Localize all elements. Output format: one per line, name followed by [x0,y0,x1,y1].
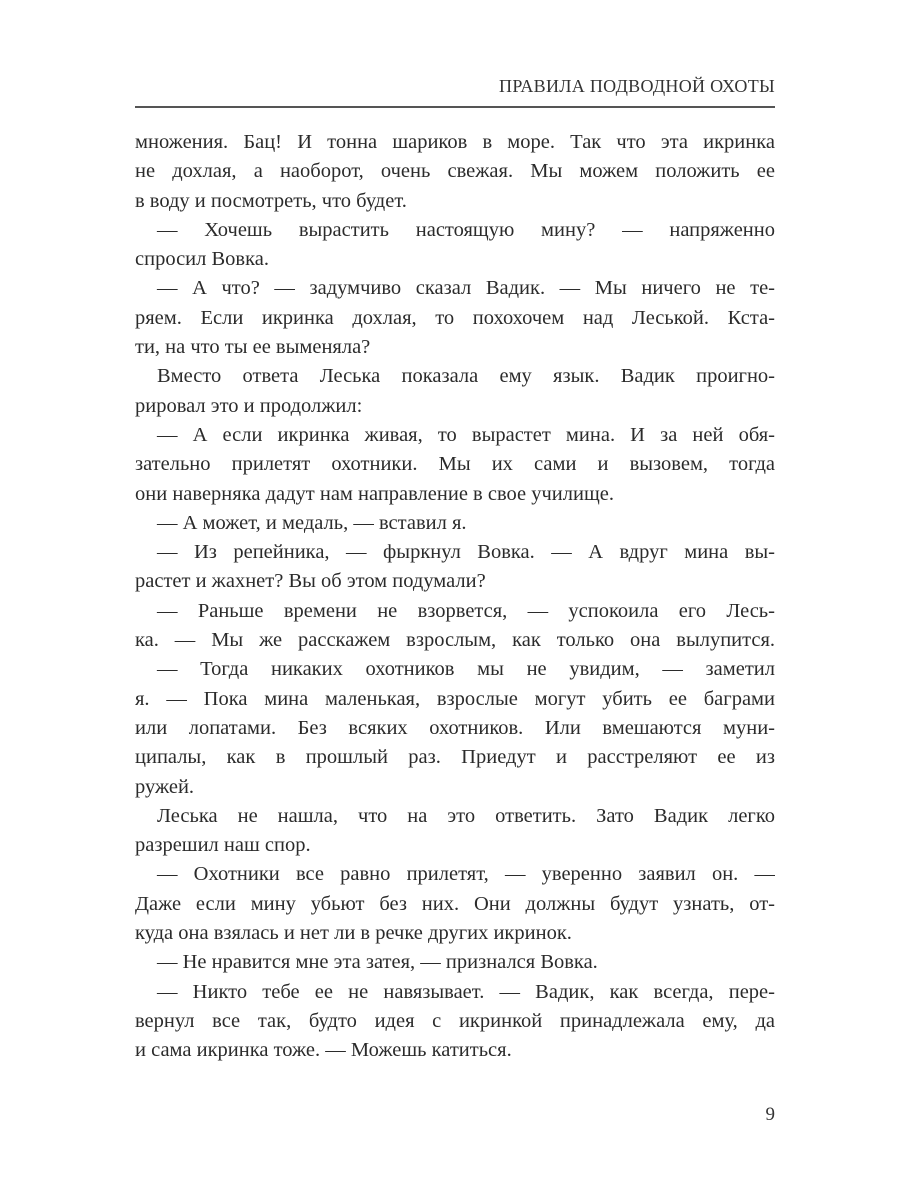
text-line: и сама икринка тоже. — Можешь катиться. [135,1039,512,1062]
text-line: — Хочешь вырастить настоящую мину? — напряженно [157,218,775,241]
text-line: растет и жахнет? Вы об этом подумали? [135,570,486,593]
text-line: вернул все так, будто идея с икринкой принадлежала ему, да [135,1009,775,1032]
text-line: — Не нравится мне эта затея, — признался Вовка. [157,951,598,974]
text-line: не дохлая, а наоборот, очень свежая. Мы можем положить ее [135,160,775,183]
text-line: я. — Пока мина маленькая, взрослые могут убить ее баграми [135,687,775,710]
text-line: рировал это и продолжил: [135,394,363,417]
text-line: — А может, и медаль, — вставил я. [157,511,467,534]
text-line: Леська не нашла, что на это ответить. Зато Вадик легко [157,804,775,827]
text-line: ти, на что ты ее выменяла? [135,336,371,359]
text-line: они наверняка дадут нам направление в свое училище. [135,482,614,505]
text-line: ряем. Если икринка дохлая, то похохочем над Леськой. Кста- [135,306,775,329]
text-line: ка. — Мы же расскажем взрослым, как только она вылупится. [135,629,775,652]
body-text [135,128,775,1066]
text-line: куда она взялась и нет ли в речке других икринок. [135,922,572,945]
text-line: — А что? — задумчиво сказал Вадик. — Мы ничего не те- [157,277,775,300]
text-line: — Никто тебе ее не навязывает. — Вадик, как всегда, пере- [157,980,775,1003]
text-line: — Раньше времени не взорвется, — успокоила его Лесь- [157,599,775,622]
text-line: ружей. [135,775,195,798]
running-head-title: ПРАВИЛА ПОДВОДНОЙ ОХОТЫ [499,76,775,96]
text-line: — Тогда никаких охотников мы не увидим, — заметил [157,658,775,681]
text-line: — Из репейника, — фыркнул Вовка. — А вдруг мина вы- [157,541,775,564]
text-line: ципалы, как в прошлый раз. Приедут и расстреляют ее из [135,746,775,769]
text-line: разрешил наш спор. [135,834,311,857]
text-line: Даже если мину убьют без них. Они должны будут узнать, от- [135,892,775,915]
text-line: в воду и посмотреть, что будет. [135,189,407,212]
text-line: — Охотники все равно прилетят, — уверенно заявил он. — [157,863,775,886]
text-line: спросил Вовка. [135,248,269,271]
text-line: Вместо ответа Леська показала ему язык. Вадик проигно- [157,365,775,388]
text-line: множения. Бац! И тонна шариков в море. Так что эта икринка [135,131,775,153]
text-line: — А если икринка живая, то вырастет мина. И за ней обя- [157,423,775,446]
text-line: зательно прилетят охотники. Мы их сами и вызовем, тогда [135,453,775,476]
header-rule [135,106,775,108]
text-line: или лопатами. Без всяких охотников. Или вмешаются муни- [135,716,775,739]
page-number: 9 [765,1104,775,1125]
